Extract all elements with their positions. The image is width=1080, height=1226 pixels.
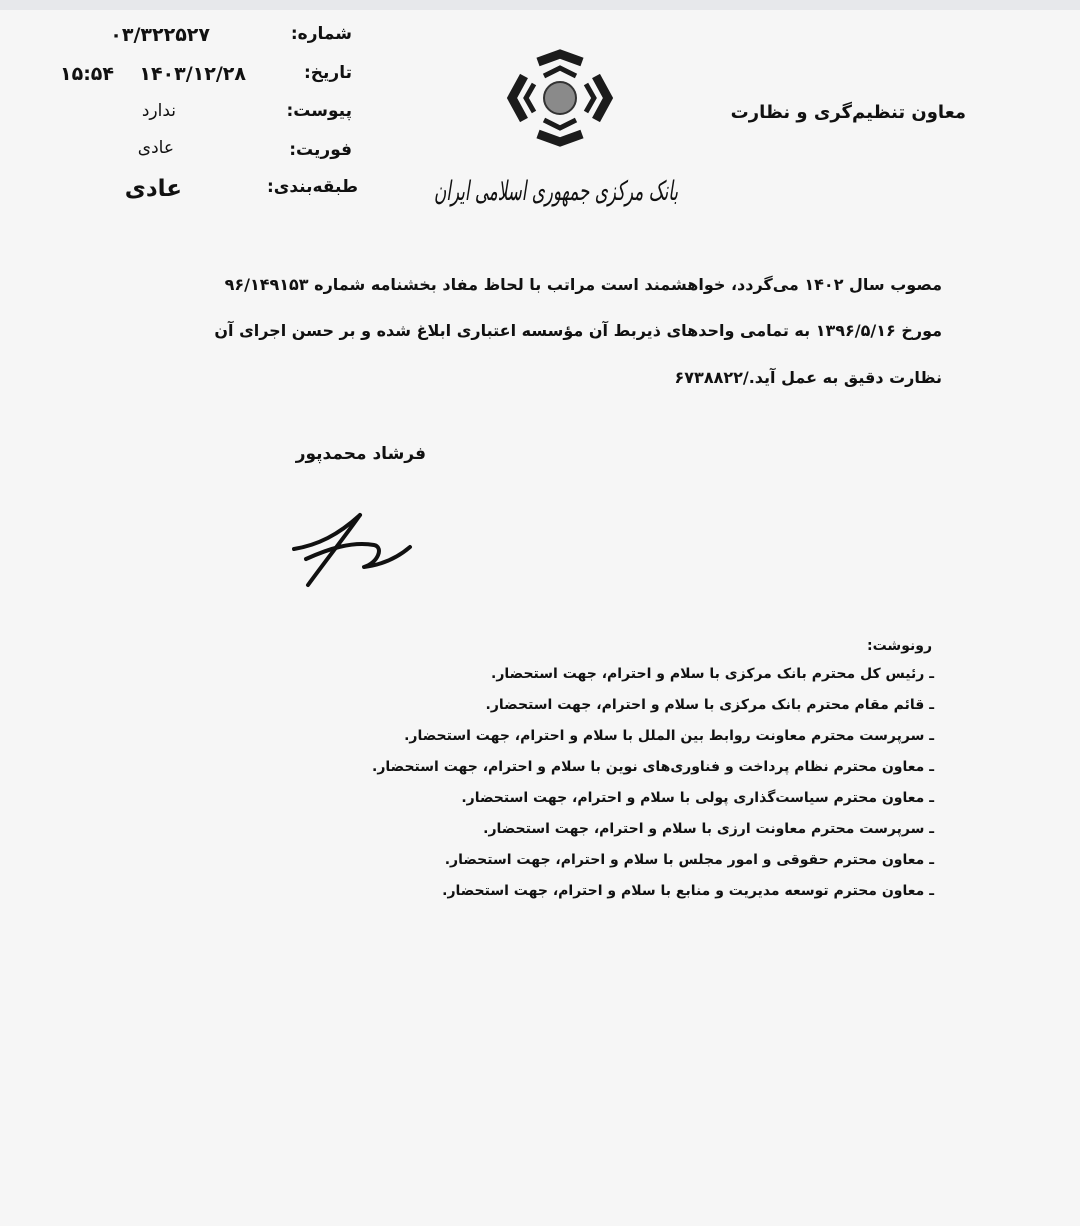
meta-value-date: ۱۴۰۳/۱۲/۲۸ [139,63,246,85]
cc-item: ـ رئیس کل محترم بانک مرکزی با سلام و احترام، جهت استحضار. [491,666,934,682]
top-strip [0,0,1080,10]
bank-name-calligraphy [432,160,682,220]
cc-item: ـ معاون محترم توسعه مدیریت و منابع با سلام و احترام، جهت استحضار. [442,883,934,899]
body-line-1: مصوب سال ۱۴۰۲ می‌گردد، خواهشمند است مراتب با لحاظ مفاد بخشنامه شماره ۹۶/۱۴۹۱۵۳ [224,275,942,294]
signature [288,505,414,595]
meta-value-attachment: ندارد [141,101,176,121]
cc-list [372,666,934,914]
cc-item: ـ معاون محترم نظام پرداخت و فناوری‌های نوین با سلام و احترام، جهت استحضار. [372,759,934,775]
cc-item: ـ سرپرست محترم معاونت ارزی با سلام و احترام، جهت استحضار. [483,821,934,837]
cc-title: رونوشت: [867,638,932,654]
letter-page [0,10,1080,1226]
cc-item: ـ قائم مقام محترم بانک مرکزی با سلام و احترام، جهت استحضار. [485,697,934,713]
meta-label-date: تاریخ: [304,63,352,83]
department-title: معاون تنظیم‌گری و نظارت [730,102,966,123]
meta-value-number: ۰۳/۳۲۲۵۲۷ [110,24,210,46]
central-bank-logo-icon [508,54,612,144]
meta-value-time: ۱۵:۵۴ [60,63,114,85]
meta-label-attachment: پیوست: [286,101,352,121]
meta-label-number: شماره: [290,24,352,44]
meta-value-urgency: عادی [137,138,174,158]
meta-label-urgency: فوریت: [289,140,352,160]
meta-value-classification: عادی [124,176,182,202]
body-line-3: نظارت دقیق به عمل آید./۶۷۳۸۸۲۲ [674,368,942,387]
cc-item: ـ معاون محترم حقوقی و امور مجلس با سلام و احترام، جهت استحضار. [444,852,934,868]
body-line-2: مورخ ۱۳۹۶/۵/۱۶ به تمامی واحدهای ذیربط آن مؤسسه اعتباری ابلاغ شده و بر حسن اجرای آن [214,321,942,340]
meta-label-classification: طبقه‌بندی: [266,177,358,197]
cc-item: ـ سرپرست محترم معاونت روابط بین الملل با سلام و احترام، جهت استحضار. [404,728,934,744]
cc-item: ـ معاون محترم سیاست‌گذاری پولی با سلام و احترام، جهت استحضار. [461,790,934,806]
bank-name-text: بانک مرکزی جمهوری اسلامی ایران [434,176,679,207]
signer-name: فرشاد محمدپور [295,444,426,464]
